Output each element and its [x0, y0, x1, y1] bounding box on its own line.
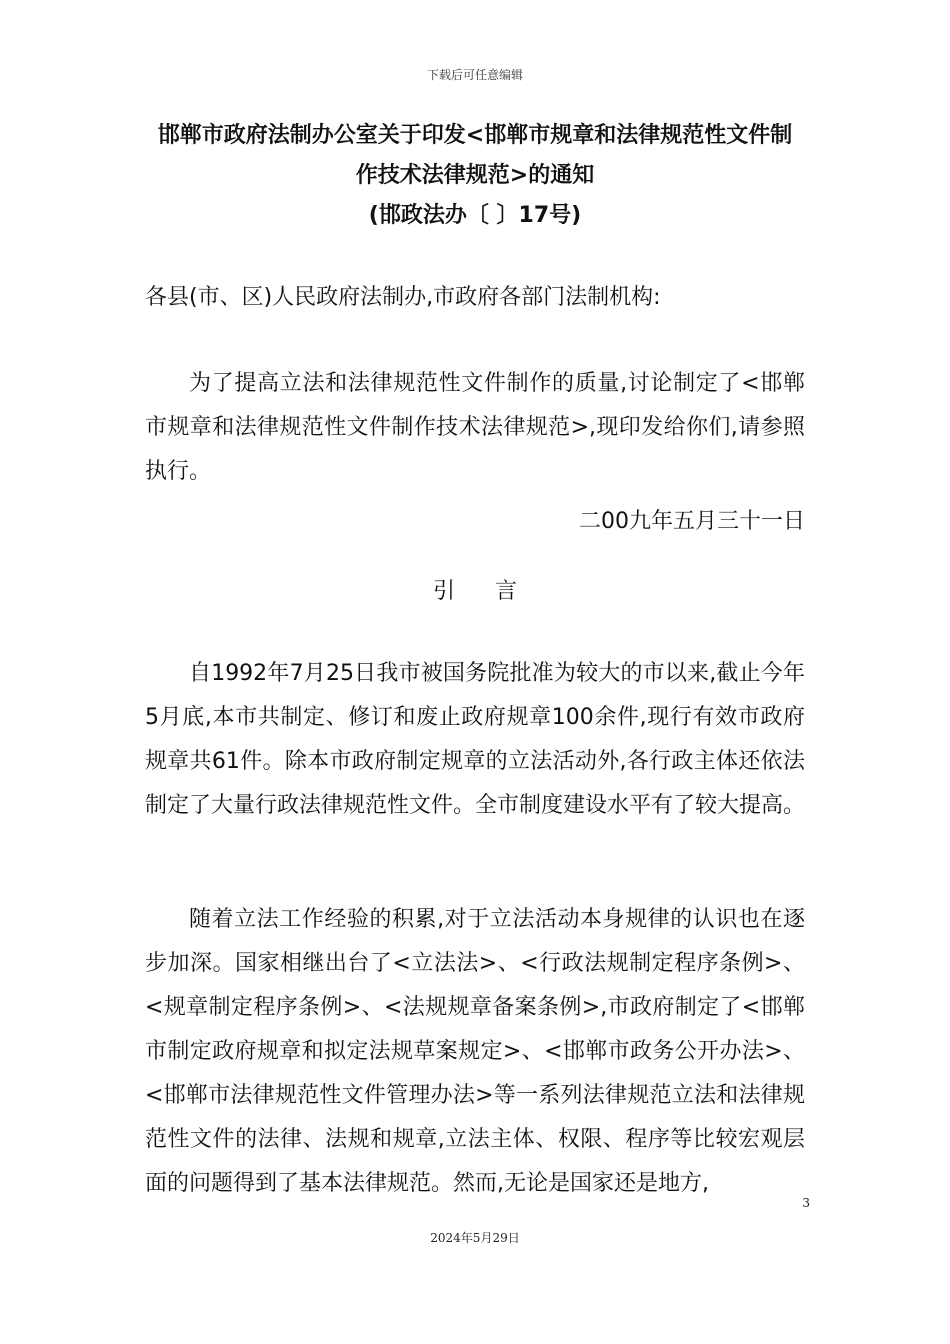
header-note: 下载后可任意编辑	[426, 68, 523, 82]
issue-date: 二00九年五月三十一日	[579, 509, 805, 534]
page-number: 3	[802, 1196, 810, 1210]
salutation: 各县(市、区)人民政府法制办,市政府各部门法制机构:	[145, 285, 661, 310]
paragraph-introduction-1: 自1992年7月25日我市被国务院批准为较大的市以来,截止今年5月底,本市共制定、修订和废止政府规章100余件,现行有效市政府规章共61件。除本市政府制定规章的立法活动外,各行政主体还依法制定了大量行政法律规范性文件。全市制度建设水平有了较大提高。	[145, 661, 806, 818]
footer-date: 2024年5月29日	[430, 1231, 520, 1245]
document-number: (邯政法办〔 〕17号)	[368, 203, 582, 228]
section-title: 引言	[432, 579, 557, 604]
paragraph-notice: 为了提高立法和法律规范性文件制作的质量,讨论制定了<邯郸市规章和法律规范性文件制作技术法律规范>,现印发给你们,请参照执行。	[145, 371, 805, 484]
document-title-line-1: 邯郸市政府法制办公室关于印发<邯郸市规章和法律规范性文件制	[157, 123, 793, 148]
paragraph-introduction-2: 随着立法工作经验的积累,对于立法活动本身规律的认识也在逐步加深。国家相继出台了<立法法>、<行政法规制定程序条例>、<规章制定程序条例>、<法规规章备案条例>,市政府制定了<邯郸市制定政府规章和拟定法规草案规定>、<邯郸市政务公开办法>、<邯郸市法律规范性文件管理办法>等一系列法律规范立法和法律规范性文件的法律、法规和规章,立法主体、权限、程序等比较宏观层面的问题得到了基本法律规范。然而,无论是国家还是地方,	[145, 907, 805, 1196]
document-title-line-2: 作技术法律规范>的通知	[355, 163, 595, 188]
